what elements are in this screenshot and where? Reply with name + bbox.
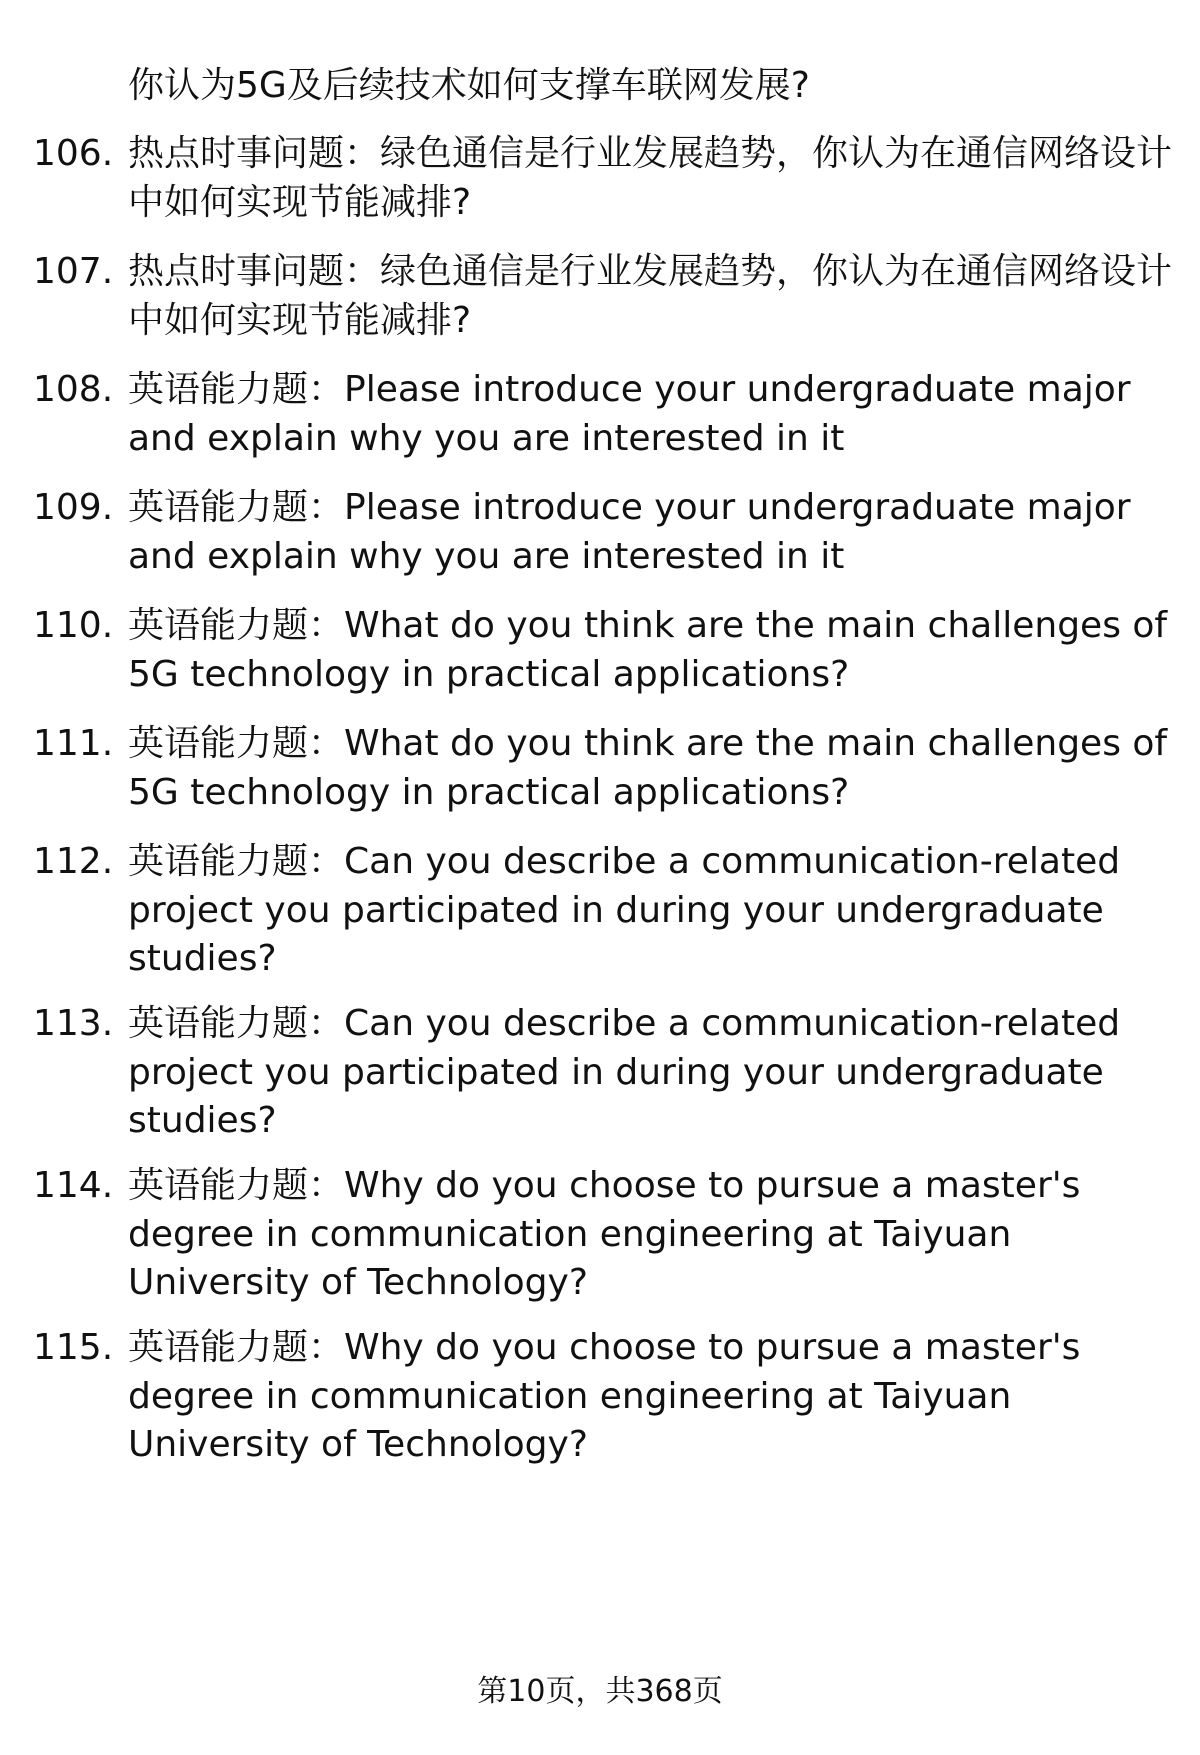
question-item bbox=[33, 838, 1173, 984]
question-item bbox=[33, 1324, 1173, 1470]
question-item bbox=[33, 484, 1173, 581]
question-text: 英语能力题：Can you describe a communication-related project you participated in during your undergraduate studies? bbox=[128, 841, 1121, 979]
question-text: 英语能力题：What do you think are the main challenges of 5G technology in practical applications? bbox=[128, 723, 1168, 813]
question-item bbox=[33, 602, 1173, 699]
question-continuation bbox=[33, 62, 1173, 111]
question-number: 111. bbox=[33, 723, 114, 764]
question-text: 英语能力题：What do you think are the main challenges of 5G technology in practical applications? bbox=[128, 605, 1168, 695]
question-number: 107. bbox=[33, 251, 114, 292]
question-item bbox=[33, 248, 1173, 345]
question-text: 热点时事问题：绿色通信是行业发展趋势，你认为在通信网络设计中如何实现节能减排? bbox=[128, 133, 1173, 223]
question-number: 110. bbox=[33, 605, 114, 646]
question-item bbox=[33, 366, 1173, 463]
question-text: 英语能力题：Please introduce your undergraduate major and explain why you are interested in it bbox=[128, 369, 1131, 459]
question-number: 112. bbox=[33, 841, 114, 882]
page-footer: 第10页，共368页 bbox=[477, 1674, 723, 1709]
question-item bbox=[33, 130, 1173, 227]
question-text: 热点时事问题：绿色通信是行业发展趋势，你认为在通信网络设计中如何实现节能减排? bbox=[128, 251, 1173, 341]
question-number: 113. bbox=[33, 1003, 114, 1044]
question-text: 英语能力题：Can you describe a communication-related project you participated in during your undergraduate studies? bbox=[128, 1003, 1121, 1141]
question-item bbox=[33, 1162, 1173, 1308]
question-number: 109. bbox=[33, 487, 114, 528]
question-text: 英语能力题：Please introduce your undergraduate major and explain why you are interested in it bbox=[128, 487, 1131, 577]
question-item bbox=[33, 1000, 1173, 1146]
question-text: 英语能力题：Why do you choose to pursue a master's degree in communication engineering at Taiyuan University of Technology? bbox=[128, 1327, 1081, 1465]
question-number: 115. bbox=[33, 1327, 114, 1368]
question-text: 你认为5G及后续技术如何支撑车联网发展? bbox=[128, 65, 810, 106]
question-number: 114. bbox=[33, 1165, 114, 1206]
question-number: 106. bbox=[33, 133, 114, 174]
question-text: 英语能力题：Why do you choose to pursue a master's degree in communication engineering at Taiyuan University of Technology? bbox=[128, 1165, 1081, 1303]
question-item bbox=[33, 720, 1173, 817]
question-number: 108. bbox=[33, 369, 114, 410]
